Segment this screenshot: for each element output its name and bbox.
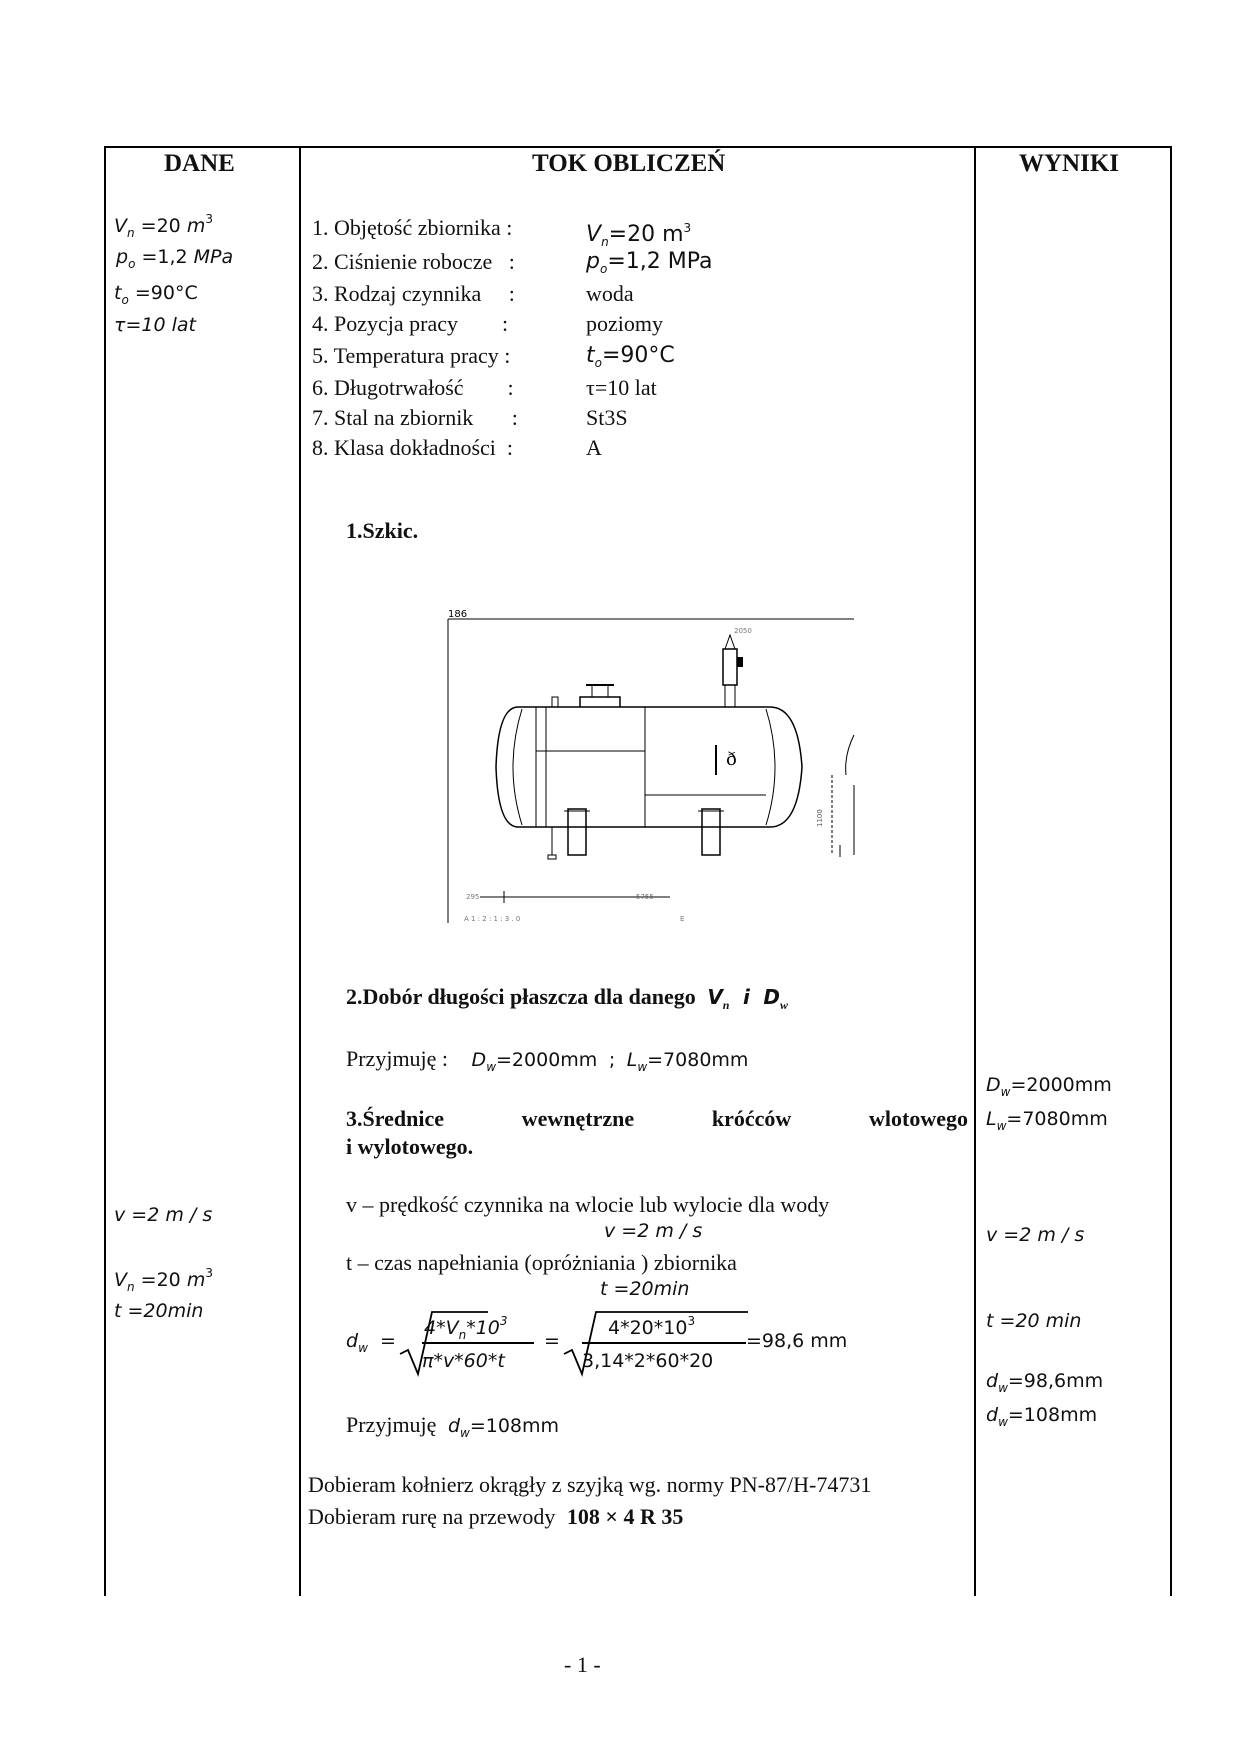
safety-valve [723, 649, 737, 685]
section-1-title: 1.Szkic. [346, 518, 419, 543]
parameter-label: 6. Długotrwałość : [312, 375, 514, 400]
parameter-value: St3S [586, 405, 628, 430]
parameter-value: $p_o=1,2$ MPa [586, 249, 713, 276]
velocity-formula: v =2 m / s [604, 1220, 703, 1242]
header-dane: DANE [164, 150, 235, 177]
parameter-value: woda [586, 281, 634, 306]
table-top-border [104, 146, 1172, 148]
parameter-label: 2. Ciśnienie robocze : [312, 249, 515, 274]
table-right-border [1170, 146, 1172, 1596]
parameter-value: $t_o=90^\circ C$ [586, 343, 675, 370]
header-tok-obliczen: TOK OBLICZEŃ [532, 150, 726, 177]
column-divider-1 [299, 146, 301, 1596]
flange-selection: Dobieram kołnierz okrągły z szyjką wg. normy PN-87/H-74731 [308, 1472, 872, 1497]
table-left-border [104, 146, 106, 1596]
saddle-left [568, 809, 586, 855]
parameter-label: 1. Objętość zbiornika : [312, 215, 513, 240]
parameter-label: 5. Temperatura pracy : [312, 343, 511, 368]
dane-vn: $V_n =20$ $m^3$ [114, 212, 213, 240]
time-formula: t =20min [600, 1278, 690, 1300]
velocity-description: v – prędkość czynnika na wlocie lub wylocie dla wody [346, 1192, 830, 1217]
dane-vn2: $V_n =20$ $m^3$ [114, 1266, 213, 1294]
tank-sketch [440, 605, 860, 925]
sketch-dim-top: 186 [448, 609, 468, 620]
sketch-dim-top-right: 2050 [734, 627, 752, 635]
parameter-label: 7. Stal na zbiornik : [312, 405, 518, 430]
saddle-right [702, 809, 720, 855]
parameter-label: 8. Klasa dokładności : [312, 435, 514, 460]
time-description: t – czas napełniania (opróżniania ) zbiornika [346, 1250, 737, 1275]
dane-tau: τ=10 lat [114, 314, 196, 336]
parameter-value: poziomy [586, 311, 663, 336]
diameter-formula: $d_w$ = $4*V_n*10^3$ π*v*60*t = $4*20*10^3$ 3,14*2*60*20 =98,6 mm [346, 1314, 848, 1372]
tank-shell [496, 707, 802, 827]
wyniki-v: v =2 m / s [986, 1224, 1085, 1246]
dane-po: $p_o =1,2$ MPa [116, 246, 234, 271]
wyniki-t: t =20 min [986, 1310, 1082, 1332]
section-2-title: 2.Dobór długości płaszcza dla danego $V_n$ i $D_w$ [346, 984, 788, 1012]
parameter-label: 4. Pozycja pracy : [312, 311, 509, 336]
parameter-value: A [586, 435, 602, 460]
sketch-dim-mid-bottom: 5755 [636, 893, 654, 901]
sketch-dim-side: 1100 [816, 809, 824, 827]
diameter-acceptance: Przyjmuję $d_w=108mm$ [346, 1412, 560, 1440]
parameter-label: 3. Rodzaj czynnika : [312, 281, 515, 306]
wyniki-dw-calc: $d_w=98,6mm$ [986, 1370, 1104, 1395]
wyniki-dw-accepted: $d_w=108mm$ [986, 1404, 1098, 1429]
dane-v: v =2 m / s [114, 1204, 213, 1226]
svg-text:ð: ð [726, 749, 737, 770]
dane-t: t =20min [114, 1300, 204, 1322]
manhole [580, 697, 620, 707]
wyniki-lw: $L_w=7080mm$ [986, 1108, 1108, 1133]
section-3-title-line2: i wylotowego. [346, 1134, 474, 1159]
sketch-note: A 1 : 2 : 1 : 3 . 0 [464, 915, 521, 923]
page-number: - 1 - [564, 1652, 601, 1677]
pipe-selection: Dobieram rurę na przewody 108 × 4 R 35 [308, 1504, 684, 1529]
column-divider-2 [974, 146, 976, 1596]
section-2-acceptance: Przyjmuję : $D_w=2000mm$ ; $L_w=7080mm$ [346, 1046, 749, 1074]
wyniki-dw: $D_w=2000mm$ [986, 1074, 1112, 1099]
section-3-title-line1: 3.Średnice wewnętrzne króćców wlotowego [346, 1106, 968, 1131]
parameter-value: $V_n=20$ $m^3$ [586, 221, 692, 249]
sketch-note-right: E [680, 915, 685, 923]
parameter-value: τ=10 lat [586, 375, 657, 400]
sketch-dim-left-bottom: 295 [466, 893, 480, 901]
dane-to: $t_o =90^\circ C$ [114, 282, 198, 307]
header-wyniki: WYNIKI [1019, 150, 1120, 177]
